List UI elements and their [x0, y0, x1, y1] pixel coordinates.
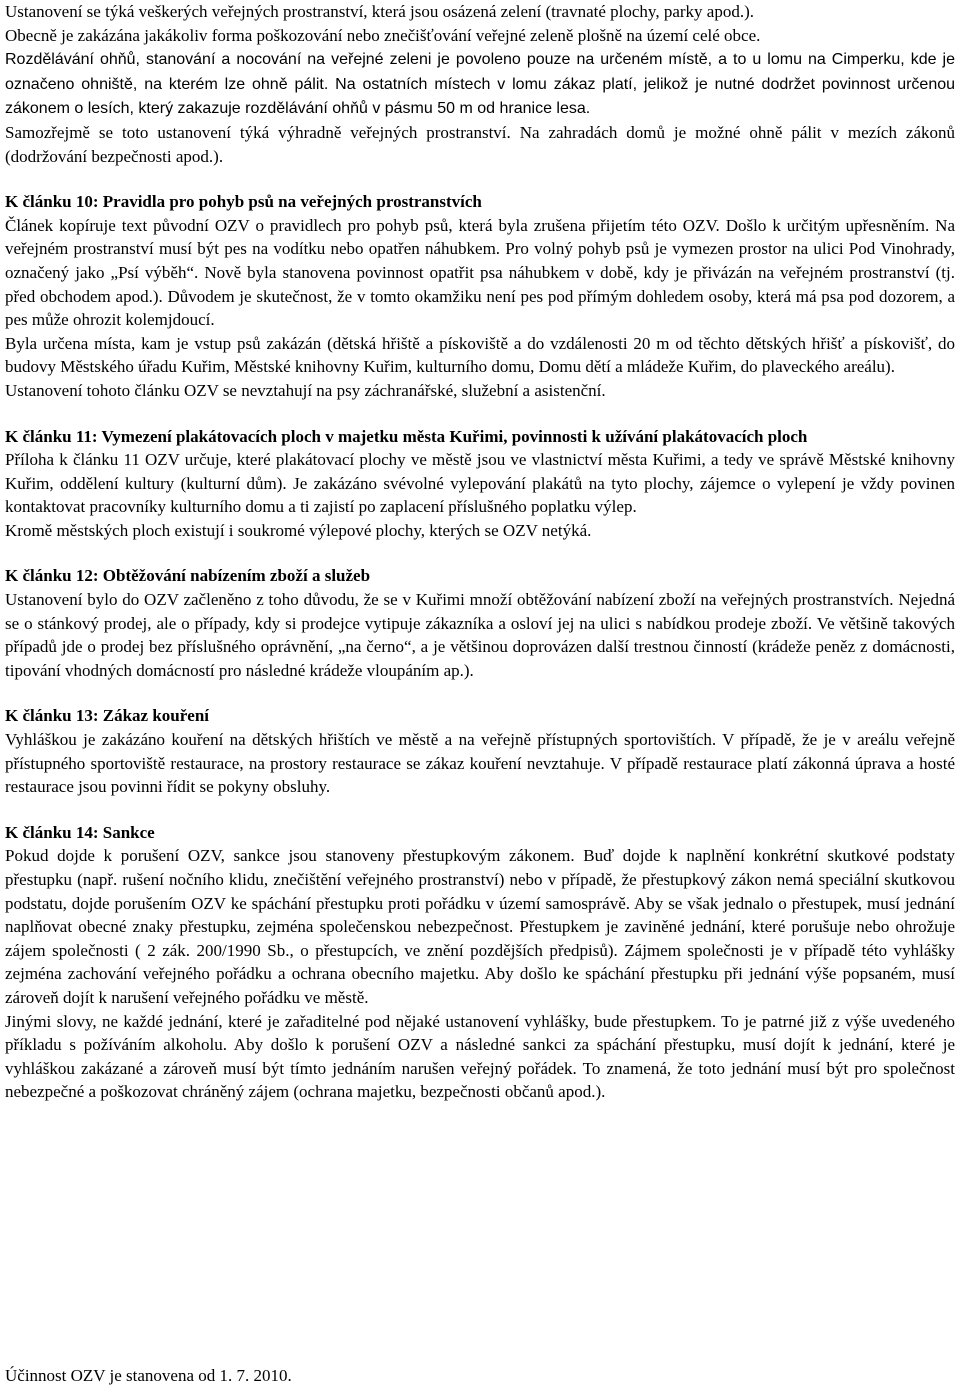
- document-page: [5, 0, 955, 1104]
- section-paragraph: Ustanovení tohoto článku OZV se nevztahují na psy záchranářské, služební a asistenční.: [5, 380, 606, 400]
- section-heading: K článku 10: Pravidla pro pohyb psů na veřejných prostranstvích: [5, 192, 482, 212]
- section-article-10: [5, 190, 955, 402]
- effective-date-note: Účinnost OZV je stanovena od 1. 7. 2010.: [5, 1366, 292, 1385]
- intro-paragraph-3a: Rozdělávání ohňů, stanování a nocování na veřejné zeleni je povoleno pouze na určeném místě, a to u lomu na Cimperku, kde je označeno ohniště, na kterém lze ohně pálit.: [5, 51, 955, 93]
- intro-paragraph-3: [5, 47, 955, 121]
- intro-paragraph-4: Samozřejmě se toto ustanovení týká výhradně veřejných prostranství. Na zahradách domů je možné ohně pálit v mezích zákonů (dodržování bezpečnosti apod.).: [5, 122, 955, 166]
- section-paragraph: Byla určena místa, kam je vstup psů zakázán (dětská hřiště a pískoviště a do vzdálenosti 20 m od těchto dětských hřišť a pískovišť, do budovy Městského úřadu Kuřim, Městské knihovny Kuřim, kulturního domu, Domu dětí a mládeže Kuřim, do plaveckého areálu).: [5, 333, 955, 377]
- section-paragraph: Pokud dojde k porušení OZV, sankce jsou stanoveny přestupkovým zákonem. Buď dojde k naplnění konkrétní skutkové podstaty přestupku (např. rušení nočního klidu, znečištění veřejného prostranství) nebo v případě, že přestupkový zákon nemá speciální skutkovou podstatu, dojde porušením OZV ke spáchání přestupku proti pořádku v území samosprávě. Aby se však jednalo o přestupek, musí jednání naplňovat obecné znaky přestupku, zejména společenskou nebezpečnost. Přestupkem je zaviněné jednání, které porušuje nebo ohrožuje zájem společnosti ( 2 zák. 200/1990 Sb., o přestupcích, ve znění pozdějších předpisů). Zájmem společnosti je v případě této vyhlášky zejména zachování veřejného pořádku a ochrana obecního majetku. Aby došlo ke spáchání přestupku při jednání výše popsaném, musí zároveň dojít k narušení veřejného pořádku ve městě.: [5, 846, 955, 1007]
- section-paragraph: Vyhláškou je zakázáno kouření na dětských hřištích ve městě a na veřejně přístupných sportovištích. V případě, že je v areálu veřejně přístupného sportoviště restaurace, na prostory restaurace se zákaz kouření nevztahuje. V případě restaurace platí zákonná úprava a hosté restaurace jsou povinni řídit se pokyny obsluhy.: [5, 730, 955, 797]
- section-heading: K článku 11: Vymezení plakátovacích ploch v majetku města Kuřimi, povinnosti k užívání plakátovacích ploch: [5, 426, 808, 446]
- section-article-11: [5, 425, 955, 543]
- section-paragraph: Ustanovení bylo do OZV začleněno z toho důvodu, že se v Kuřimi množí obtěžování nabízení zboží na veřejných prostranstvích. Nejedná se o stánkový prodej, ale o případy, kdy si prodejce vytipuje zákazníka a osloví jej na ulici s nabídkou prodeje zboží. Ve většině takových případů jde o prodej bez příslušného oprávnění, „na černo“, a je většinou doprovázen další trestnou činností (krádeže peněz z domácnosti, tipování vhodných domácností pro následné krádeže vloupáním ap.).: [5, 590, 955, 680]
- section-article-14: [5, 821, 955, 1104]
- section-heading: K článku 13: Zákaz kouření: [5, 706, 210, 726]
- section-article-12: [5, 564, 955, 682]
- section-article-13: [5, 704, 955, 798]
- intro-paragraph-3b: Na ostatních místech v lomu zákaz platí, jelikož je nutné dodržet povinnost určenou zákonem o lesích, který zakazuje rozdělávání ohňů v pásmu 50 m od hranice lesa.: [5, 75, 956, 118]
- section-paragraph: Příloha k článku 11 OZV určuje, které plakátovací plochy ve městě jsou ve vlastnictví města Kuřimi, a tedy ve správě Městské knihovny Kuřim, oddělení kultury (kulturní dům). Je zakázáno svévolné vylepování plakátů na tyto plochy, zájemce o vylepení je vždy povinen kontaktovat pracovníky kulturního domu a ti zajistí po zaplacení příslušného poplatku výlep.: [5, 450, 955, 517]
- section-paragraph: Kromě městských ploch existují i soukromé výlepové plochy, kterých se OZV netýká.: [5, 520, 592, 540]
- section-heading: K článku 14: Sankce: [5, 822, 155, 842]
- section-heading: K článku 12: Obtěžování nabízením zboží a služeb: [5, 566, 371, 586]
- intro-paragraph-2: Obecně je zakázána jakákoliv forma poškozování nebo znečišťování veřejné zeleně plošně na území celé obce.: [5, 25, 761, 45]
- section-paragraph: Článek kopíruje text původní OZV o pravidlech pro pohyb psů, která byla zrušena přijetím této OZV. Došlo k určitým upřesněním. Na veřejném prostranství musí být pes na vodítku nebo opatřen náhubkem. Pro volný pohyb psů je vymezen prostor na ulici Pod Vinohrady, označený jako „Psí výběh“. Nově byla stanovena povinnost opatřit psa náhubkem v době, kdy je přivázán na veřejném prostranství (tj. před obchodem apod.). Důvodem je skutečnost, že v tomto okamžiku není pes pod přímým dohledem osoby, která má psa pod dozorem, a pes může ohrozit kolemjdoucí.: [5, 215, 955, 330]
- section-paragraph: Jinými slovy, ne každé jednání, které je zařaditelné pod nějaké ustanovení vyhlášky, bude přestupkem. To je patrné již z výše uvedeného příkladu s požíváním alkoholu. Aby došlo k porušení OZV a následné sankci za spáchání přestupku, musí dojít k jednání, které je vyhláškou zakázané a zároveň musí být tímto jednáním narušen veřejný pořádek. To znamená, že toto jednání musí být pro společnost nebezpečné a poškozovat chráněný zájem (ochrana majetku, bezpečnosti občanů apod.).: [5, 1011, 955, 1102]
- intro-paragraph-1: Ustanovení se týká veškerých veřejných prostranství, která jsou osázená zelení (travnaté plochy, parky apod.).: [5, 2, 754, 21]
